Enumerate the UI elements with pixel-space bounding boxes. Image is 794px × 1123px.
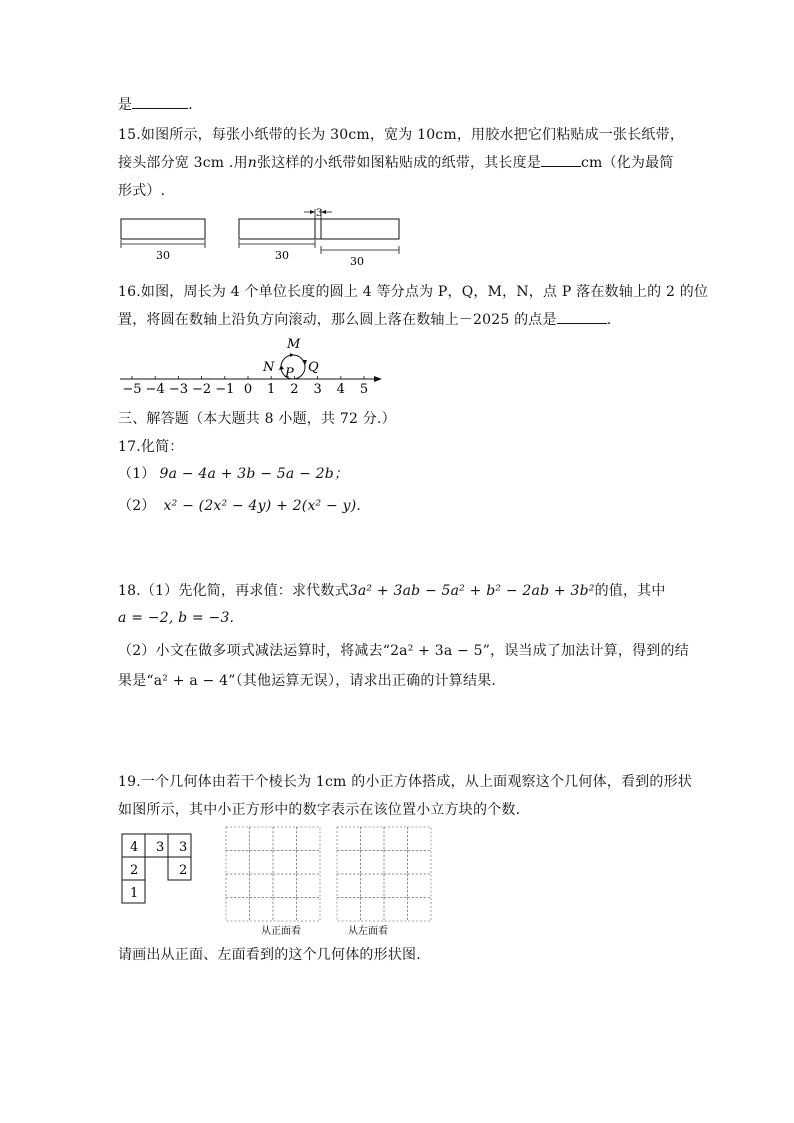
drawing-grid-cell[interactable] (384, 874, 408, 898)
axis-tick-label: 3 (313, 382, 322, 397)
q15-length-mid: 30 (275, 249, 289, 262)
drawing-grid-cell[interactable] (384, 898, 408, 922)
axis-tick-label: 5 (359, 382, 369, 397)
drawing-grid-cell[interactable] (408, 874, 432, 898)
drawing-grid-cell[interactable] (250, 827, 274, 851)
drawing-grid-cell[interactable] (250, 874, 274, 898)
q15-line1: 15.如图所示，每张小纸带的长为 30cm，宽为 10cm，用胶水把它们粘贴成一张长纸带， (118, 127, 685, 143)
q15-length-left: 30 (156, 249, 170, 262)
drawing-grid-cell[interactable] (384, 827, 408, 851)
axis-tick-label: 1 (267, 382, 276, 397)
axis-tick-label: 2 (290, 382, 299, 397)
point-q-label: Q (308, 360, 319, 375)
drawing-grid-cell[interactable] (361, 898, 385, 922)
drawing-grid-cell[interactable] (408, 827, 432, 851)
drawing-grid-cell[interactable] (361, 874, 385, 898)
q15-length-right: 30 (350, 255, 364, 268)
answer-blank[interactable] (132, 96, 188, 109)
drawing-grid-cell[interactable] (297, 874, 321, 898)
drawing-grid-cell[interactable] (361, 827, 385, 851)
axis-tick-label: −4 (145, 382, 165, 397)
section-title: 三、解答题（本大题共 8 小题，共 72 分.） (118, 411, 396, 427)
top-view-count: 2 (130, 863, 139, 878)
axis-tick-label: −2 (192, 382, 212, 397)
drawing-grid-cell[interactable] (250, 898, 274, 922)
drawing-grid-cell[interactable] (226, 898, 250, 922)
drawing-grid-cell[interactable] (297, 851, 321, 875)
top-view-count: 2 (179, 863, 188, 878)
q18-line3: （2）小文在做多项式减法运算时，将减去“2a² + 3a − 5”，误当成了加法计算，得到的结 (118, 643, 689, 659)
axis-tick-label: −1 (215, 382, 235, 397)
point-n-label: N (263, 360, 275, 375)
axis-tick-label: −3 (168, 382, 188, 397)
drawing-grid-cell[interactable] (273, 874, 297, 898)
drawing-grid-cell[interactable] (337, 898, 361, 922)
drawing-grid-cell[interactable] (337, 827, 361, 851)
q16-line1: 16.如图，周长为 4 个单位长度的圆上 4 等分点为 P，Q，M，N，点 P 落在数轴上的 2 的位 (118, 284, 709, 300)
drawing-grid-cell[interactable] (297, 827, 321, 851)
q19-top-view-grid (121, 833, 201, 903)
q15-overlap-label: 3 (316, 208, 323, 219)
axis-tick-label: 4 (336, 382, 345, 397)
drawing-grid-cell[interactable] (250, 851, 274, 875)
front-view-drawing-grid[interactable] (225, 826, 325, 946)
joined-strip-right (315, 219, 399, 239)
q17-part2: （2） x² − (2x² − 4y) + 2(x² − y). (118, 498, 362, 514)
drawing-grid-cell[interactable] (273, 851, 297, 875)
q16-line2: 置，将圆在数轴上沿负方向滚动，那么圆上落在数轴上－2025 的点是 . (118, 312, 612, 328)
q17-title: 17.化简： (118, 439, 184, 455)
drawing-grid-cell[interactable] (408, 851, 432, 875)
caption-left-view: 从左面看 (348, 926, 388, 937)
q19-line2: 如图所示，其中小正方形中的数字表示在该位置小立方块的个数. (118, 802, 521, 818)
q15-line2: 接头部分宽 3cm .用n张这样的小纸带如图粘贴成的纸带，其长度是 cm（化为最简 (118, 155, 674, 171)
answer-blank[interactable] (557, 311, 607, 324)
joined-strip-left (239, 219, 321, 239)
drawing-grid-cell[interactable] (297, 898, 321, 922)
drawing-grid-cell[interactable] (273, 898, 297, 922)
top-view-count: 3 (156, 840, 165, 855)
caption-front-view: 从正面看 (261, 926, 301, 937)
axis-tick-label: −5 (122, 382, 142, 397)
q18-line4: 果是“a² + a − 4”（其他运算无误），请求出正确的计算结果. (118, 673, 497, 689)
q14-tail: 是 . (118, 97, 193, 113)
q15-line3: 形式）. (118, 183, 166, 199)
axis-arrow-icon (374, 376, 382, 382)
q18-line1: 18.（1）先化简，再求值：求代数式3a² + 3ab − 5a² + b² − 2ab + 3b²的值，其中 (118, 583, 666, 599)
q16-number-line-figure (118, 336, 388, 397)
drawing-grid-cell[interactable] (337, 851, 361, 875)
drawing-grid-cell[interactable] (337, 874, 361, 898)
point-m-label: M (287, 337, 301, 352)
q17-part1: （1） 9a − 4a + 3b − 5a − 2b； (118, 466, 349, 482)
q19-instruction: 请画出从正面、左面看到的这个几何体的形状图. (118, 947, 421, 963)
point-p-label: P (285, 366, 294, 381)
drawing-grid-cell[interactable] (384, 851, 408, 875)
answer-blank[interactable] (541, 154, 581, 167)
axis-tick-label: 0 (243, 382, 253, 397)
drawing-grid-cell[interactable] (361, 851, 385, 875)
drawing-grid-cell[interactable] (226, 851, 250, 875)
drawing-grid-cell[interactable] (226, 874, 250, 898)
top-view-count: 3 (179, 840, 188, 855)
single-strip (121, 219, 205, 239)
drawing-grid-cell[interactable] (273, 827, 297, 851)
q15-paper-strip-figure (118, 208, 418, 272)
q19-line1: 19.一个几何体由若干个棱长为 1cm 的小正方体搭成，从上面观察这个几何体，看到的形状 (118, 774, 692, 790)
top-view-count: 4 (130, 840, 139, 855)
top-view-count: 1 (130, 886, 139, 901)
left-view-drawing-grid[interactable] (336, 826, 436, 946)
drawing-grid-cell[interactable] (226, 827, 250, 851)
q18-line2: a = −2, b = −3. (118, 610, 235, 626)
drawing-grid-cell[interactable] (408, 898, 432, 922)
